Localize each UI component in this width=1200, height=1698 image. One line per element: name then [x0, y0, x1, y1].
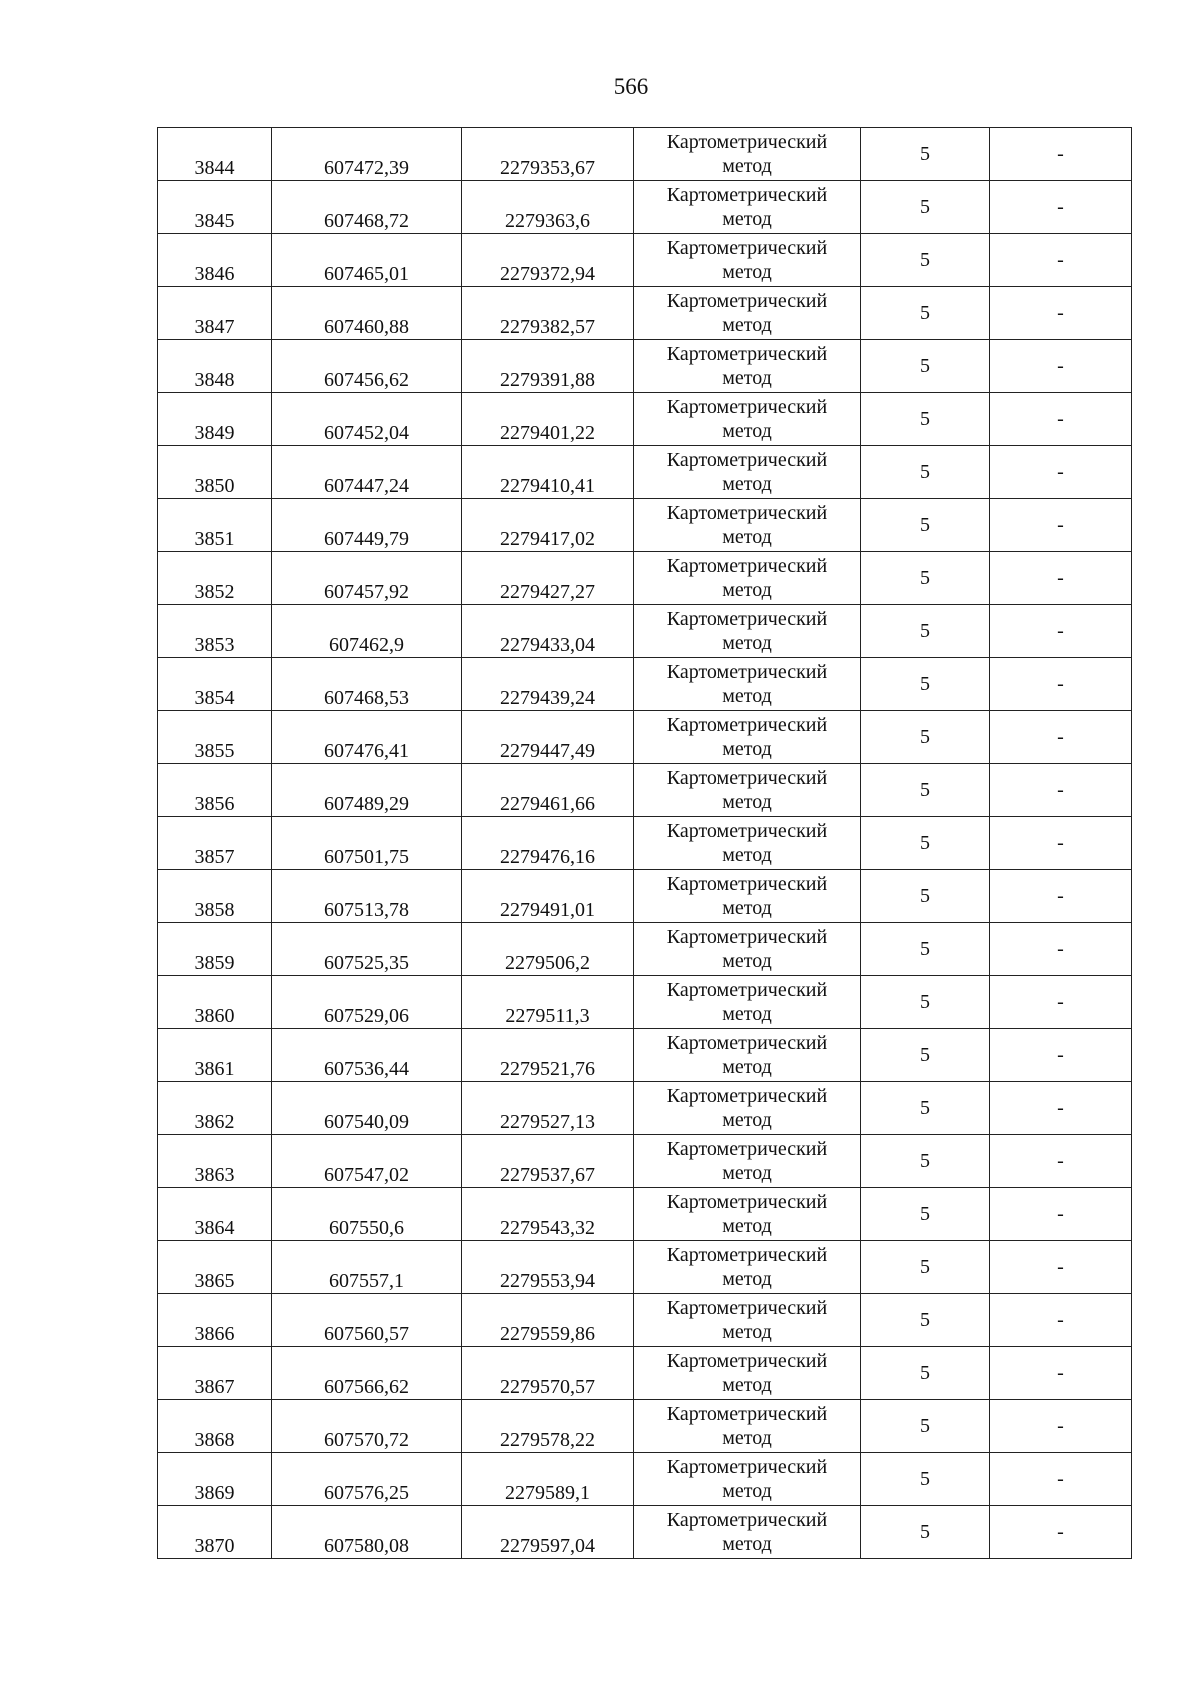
method-cell [634, 1453, 861, 1506]
method-line-1: Картометрический [666, 608, 828, 630]
method-line-2: метод [722, 1374, 772, 1396]
point-number-cell: 3853 [158, 605, 272, 658]
description-cell: - [990, 446, 1132, 499]
accuracy-cell: 5 [861, 1453, 990, 1506]
method-line-2: метод [722, 1056, 772, 1078]
table-row [158, 658, 1132, 711]
method-line-2: метод [722, 897, 772, 919]
method-line-1: Картометрический [666, 1509, 828, 1531]
table-row [158, 764, 1132, 817]
x-coordinate-cell: 607468,53 [272, 658, 462, 711]
method-cell [634, 287, 861, 340]
point-number-cell: 3855 [158, 711, 272, 764]
description-cell: - [990, 1453, 1132, 1506]
description-cell: - [990, 499, 1132, 552]
point-number-cell: 3860 [158, 976, 272, 1029]
method-line-1: Картометрический [666, 1138, 828, 1160]
y-coordinate-cell: 2279410,41 [462, 446, 634, 499]
method-line-1: Картометрический [666, 714, 828, 736]
description-cell: - [990, 1347, 1132, 1400]
method-line-2: метод [722, 1215, 772, 1237]
method-cell [634, 817, 861, 870]
accuracy-cell: 5 [861, 1347, 990, 1400]
y-coordinate-cell: 2279461,66 [462, 764, 634, 817]
point-number-cell: 3845 [158, 181, 272, 234]
accuracy-cell: 5 [861, 711, 990, 764]
table-row [158, 1347, 1132, 1400]
table-row [158, 605, 1132, 658]
y-coordinate-cell: 2279439,24 [462, 658, 634, 711]
x-coordinate-cell: 607536,44 [272, 1029, 462, 1082]
point-number-cell: 3866 [158, 1294, 272, 1347]
accuracy-cell: 5 [861, 605, 990, 658]
coordinates-table [157, 127, 1132, 1559]
method-line-1: Картометрический [666, 131, 828, 153]
description-cell: - [990, 923, 1132, 976]
y-coordinate-cell: 2279401,22 [462, 393, 634, 446]
table-row [158, 1241, 1132, 1294]
y-coordinate-cell: 2279427,27 [462, 552, 634, 605]
method-line-2: метод [722, 1321, 772, 1343]
method-line-2: метод [722, 208, 772, 230]
method-line-2: метод [722, 526, 772, 548]
description-cell: - [990, 128, 1132, 181]
y-coordinate-cell: 2279537,67 [462, 1135, 634, 1188]
method-cell [634, 923, 861, 976]
y-coordinate-cell: 2279491,01 [462, 870, 634, 923]
method-line-1: Картометрический [666, 237, 828, 259]
table-row [158, 711, 1132, 764]
description-cell: - [990, 1029, 1132, 1082]
table-row [158, 1400, 1132, 1453]
x-coordinate-cell: 607447,24 [272, 446, 462, 499]
method-line-2: метод [722, 1162, 772, 1184]
description-cell: - [990, 976, 1132, 1029]
table-row [158, 1135, 1132, 1188]
method-line-1: Картометрический [666, 661, 828, 683]
method-line-1: Картометрический [666, 1456, 828, 1478]
method-cell [634, 128, 861, 181]
x-coordinate-cell: 607457,92 [272, 552, 462, 605]
y-coordinate-cell: 2279511,3 [462, 976, 634, 1029]
table-body [158, 128, 1132, 1559]
accuracy-cell: 5 [861, 1241, 990, 1294]
accuracy-cell: 5 [861, 181, 990, 234]
method-cell [634, 764, 861, 817]
accuracy-cell: 5 [861, 393, 990, 446]
table-row [158, 128, 1132, 181]
method-line-1: Картометрический [666, 1085, 828, 1107]
point-number-cell: 3847 [158, 287, 272, 340]
method-line-2: метод [722, 1533, 772, 1555]
method-cell [634, 340, 861, 393]
x-coordinate-cell: 607489,29 [272, 764, 462, 817]
accuracy-cell: 5 [861, 1188, 990, 1241]
method-line-1: Картометрический [666, 873, 828, 895]
method-cell [634, 711, 861, 764]
y-coordinate-cell: 2279589,1 [462, 1453, 634, 1506]
point-number-cell: 3849 [158, 393, 272, 446]
table-row [158, 870, 1132, 923]
table-row [158, 1188, 1132, 1241]
accuracy-cell: 5 [861, 1082, 990, 1135]
description-cell: - [990, 711, 1132, 764]
description-cell: - [990, 181, 1132, 234]
table-row [158, 1506, 1132, 1559]
accuracy-cell: 5 [861, 764, 990, 817]
table-row [158, 1453, 1132, 1506]
x-coordinate-cell: 607456,62 [272, 340, 462, 393]
method-line-1: Картометрический [666, 1403, 828, 1425]
x-coordinate-cell: 607560,57 [272, 1294, 462, 1347]
table-row [158, 552, 1132, 605]
table-row [158, 976, 1132, 1029]
method-line-1: Картометрический [666, 1244, 828, 1266]
description-cell: - [990, 1506, 1132, 1559]
accuracy-cell: 5 [861, 1029, 990, 1082]
description-cell: - [990, 287, 1132, 340]
x-coordinate-cell: 607501,75 [272, 817, 462, 870]
method-cell [634, 1188, 861, 1241]
method-cell [634, 605, 861, 658]
table-row [158, 234, 1132, 287]
accuracy-cell: 5 [861, 287, 990, 340]
x-coordinate-cell: 607525,35 [272, 923, 462, 976]
point-number-cell: 3868 [158, 1400, 272, 1453]
point-number-cell: 3859 [158, 923, 272, 976]
accuracy-cell: 5 [861, 340, 990, 393]
description-cell: - [990, 1294, 1132, 1347]
method-cell [634, 1135, 861, 1188]
method-line-2: метод [722, 367, 772, 389]
point-number-cell: 3864 [158, 1188, 272, 1241]
accuracy-cell: 5 [861, 446, 990, 499]
method-line-2: метод [722, 1427, 772, 1449]
table-row [158, 446, 1132, 499]
method-cell [634, 870, 861, 923]
x-coordinate-cell: 607462,9 [272, 605, 462, 658]
y-coordinate-cell: 2279543,32 [462, 1188, 634, 1241]
table-row [158, 499, 1132, 552]
point-number-cell: 3865 [158, 1241, 272, 1294]
description-cell: - [990, 552, 1132, 605]
method-line-1: Картометрический [666, 396, 828, 418]
method-line-1: Картометрический [666, 555, 828, 577]
description-cell: - [990, 658, 1132, 711]
description-cell: - [990, 764, 1132, 817]
x-coordinate-cell: 607550,6 [272, 1188, 462, 1241]
x-coordinate-cell: 607570,72 [272, 1400, 462, 1453]
point-number-cell: 3869 [158, 1453, 272, 1506]
method-line-1: Картометрический [666, 926, 828, 948]
method-line-1: Картометрический [666, 449, 828, 471]
x-coordinate-cell: 607465,01 [272, 234, 462, 287]
point-number-cell: 3861 [158, 1029, 272, 1082]
accuracy-cell: 5 [861, 128, 990, 181]
method-line-2: метод [722, 420, 772, 442]
method-cell [634, 181, 861, 234]
description-cell: - [990, 605, 1132, 658]
point-number-cell: 3844 [158, 128, 272, 181]
x-coordinate-cell: 607460,88 [272, 287, 462, 340]
method-line-1: Картометрический [666, 820, 828, 842]
accuracy-cell: 5 [861, 923, 990, 976]
y-coordinate-cell: 2279363,6 [462, 181, 634, 234]
table-row [158, 181, 1132, 234]
table-row [158, 1029, 1132, 1082]
accuracy-cell: 5 [861, 1506, 990, 1559]
point-number-cell: 3846 [158, 234, 272, 287]
point-number-cell: 3857 [158, 817, 272, 870]
method-line-2: метод [722, 844, 772, 866]
method-line-1: Картометрический [666, 343, 828, 365]
y-coordinate-cell: 2279417,02 [462, 499, 634, 552]
method-line-2: метод [722, 1109, 772, 1131]
y-coordinate-cell: 2279447,49 [462, 711, 634, 764]
point-number-cell: 3867 [158, 1347, 272, 1400]
accuracy-cell: 5 [861, 1400, 990, 1453]
description-cell: - [990, 1241, 1132, 1294]
table-row [158, 287, 1132, 340]
method-cell [634, 1241, 861, 1294]
method-line-2: метод [722, 155, 772, 177]
description-cell: - [990, 393, 1132, 446]
accuracy-cell: 5 [861, 658, 990, 711]
y-coordinate-cell: 2279527,13 [462, 1082, 634, 1135]
x-coordinate-cell: 607529,06 [272, 976, 462, 1029]
point-number-cell: 3858 [158, 870, 272, 923]
y-coordinate-cell: 2279559,86 [462, 1294, 634, 1347]
method-cell [634, 658, 861, 711]
method-line-2: метод [722, 791, 772, 813]
y-coordinate-cell: 2279372,94 [462, 234, 634, 287]
accuracy-cell: 5 [861, 976, 990, 1029]
method-line-2: метод [722, 473, 772, 495]
method-line-2: метод [722, 738, 772, 760]
point-number-cell: 3863 [158, 1135, 272, 1188]
y-coordinate-cell: 2279476,16 [462, 817, 634, 870]
table-row [158, 393, 1132, 446]
y-coordinate-cell: 2279433,04 [462, 605, 634, 658]
point-number-cell: 3850 [158, 446, 272, 499]
y-coordinate-cell: 2279382,57 [462, 287, 634, 340]
point-number-cell: 3852 [158, 552, 272, 605]
method-cell [634, 1029, 861, 1082]
x-coordinate-cell: 607576,25 [272, 1453, 462, 1506]
accuracy-cell: 5 [861, 870, 990, 923]
method-line-2: метод [722, 1003, 772, 1025]
description-cell: - [990, 1082, 1132, 1135]
description-cell: - [990, 1400, 1132, 1453]
page-number: 566 [613, 74, 649, 99]
table-row [158, 340, 1132, 393]
x-coordinate-cell: 607472,39 [272, 128, 462, 181]
x-coordinate-cell: 607468,72 [272, 181, 462, 234]
point-number-cell: 3862 [158, 1082, 272, 1135]
x-coordinate-cell: 607540,09 [272, 1082, 462, 1135]
method-cell [634, 1294, 861, 1347]
method-cell [634, 446, 861, 499]
method-line-2: метод [722, 314, 772, 336]
point-number-cell: 3851 [158, 499, 272, 552]
method-line-2: метод [722, 261, 772, 283]
method-cell [634, 1506, 861, 1559]
point-number-cell: 3854 [158, 658, 272, 711]
y-coordinate-cell: 2279570,57 [462, 1347, 634, 1400]
x-coordinate-cell: 607513,78 [272, 870, 462, 923]
table-row [158, 1082, 1132, 1135]
accuracy-cell: 5 [861, 552, 990, 605]
y-coordinate-cell: 2279553,94 [462, 1241, 634, 1294]
y-coordinate-cell: 2279578,22 [462, 1400, 634, 1453]
description-cell: - [990, 817, 1132, 870]
point-number-cell: 3856 [158, 764, 272, 817]
method-cell [634, 234, 861, 287]
x-coordinate-cell: 607557,1 [272, 1241, 462, 1294]
method-line-2: метод [722, 1480, 772, 1502]
method-cell [634, 393, 861, 446]
method-line-2: метод [722, 1268, 772, 1290]
method-line-2: метод [722, 685, 772, 707]
x-coordinate-cell: 607449,79 [272, 499, 462, 552]
method-line-2: метод [722, 950, 772, 972]
method-line-1: Картометрический [666, 767, 828, 789]
x-coordinate-cell: 607476,41 [272, 711, 462, 764]
point-number-cell: 3848 [158, 340, 272, 393]
method-line-1: Картометрический [666, 1032, 828, 1054]
y-coordinate-cell: 2279353,67 [462, 128, 634, 181]
accuracy-cell: 5 [861, 1294, 990, 1347]
method-cell [634, 1347, 861, 1400]
x-coordinate-cell: 607547,02 [272, 1135, 462, 1188]
y-coordinate-cell: 2279521,76 [462, 1029, 634, 1082]
accuracy-cell: 5 [861, 234, 990, 287]
method-line-1: Картометрический [666, 1191, 828, 1213]
method-line-1: Картометрический [666, 1350, 828, 1372]
table-row [158, 923, 1132, 976]
method-line-1: Картометрический [666, 502, 828, 524]
description-cell: - [990, 234, 1132, 287]
y-coordinate-cell: 2279506,2 [462, 923, 634, 976]
y-coordinate-cell: 2279391,88 [462, 340, 634, 393]
accuracy-cell: 5 [861, 1135, 990, 1188]
x-coordinate-cell: 607580,08 [272, 1506, 462, 1559]
accuracy-cell: 5 [861, 817, 990, 870]
method-line-1: Картометрический [666, 290, 828, 312]
x-coordinate-cell: 607566,62 [272, 1347, 462, 1400]
method-cell [634, 1082, 861, 1135]
description-cell: - [990, 870, 1132, 923]
method-cell [634, 1400, 861, 1453]
method-line-2: метод [722, 632, 772, 654]
description-cell: - [990, 1188, 1132, 1241]
x-coordinate-cell: 607452,04 [272, 393, 462, 446]
point-number-cell: 3870 [158, 1506, 272, 1559]
method-line-1: Картометрический [666, 184, 828, 206]
y-coordinate-cell: 2279597,04 [462, 1506, 634, 1559]
table-row [158, 1294, 1132, 1347]
method-line-1: Картометрический [666, 979, 828, 1001]
method-cell [634, 552, 861, 605]
method-line-1: Картометрический [666, 1297, 828, 1319]
description-cell: - [990, 340, 1132, 393]
method-cell [634, 976, 861, 1029]
accuracy-cell: 5 [861, 499, 990, 552]
table-row [158, 817, 1132, 870]
method-line-2: метод [722, 579, 772, 601]
method-cell [634, 499, 861, 552]
description-cell: - [990, 1135, 1132, 1188]
